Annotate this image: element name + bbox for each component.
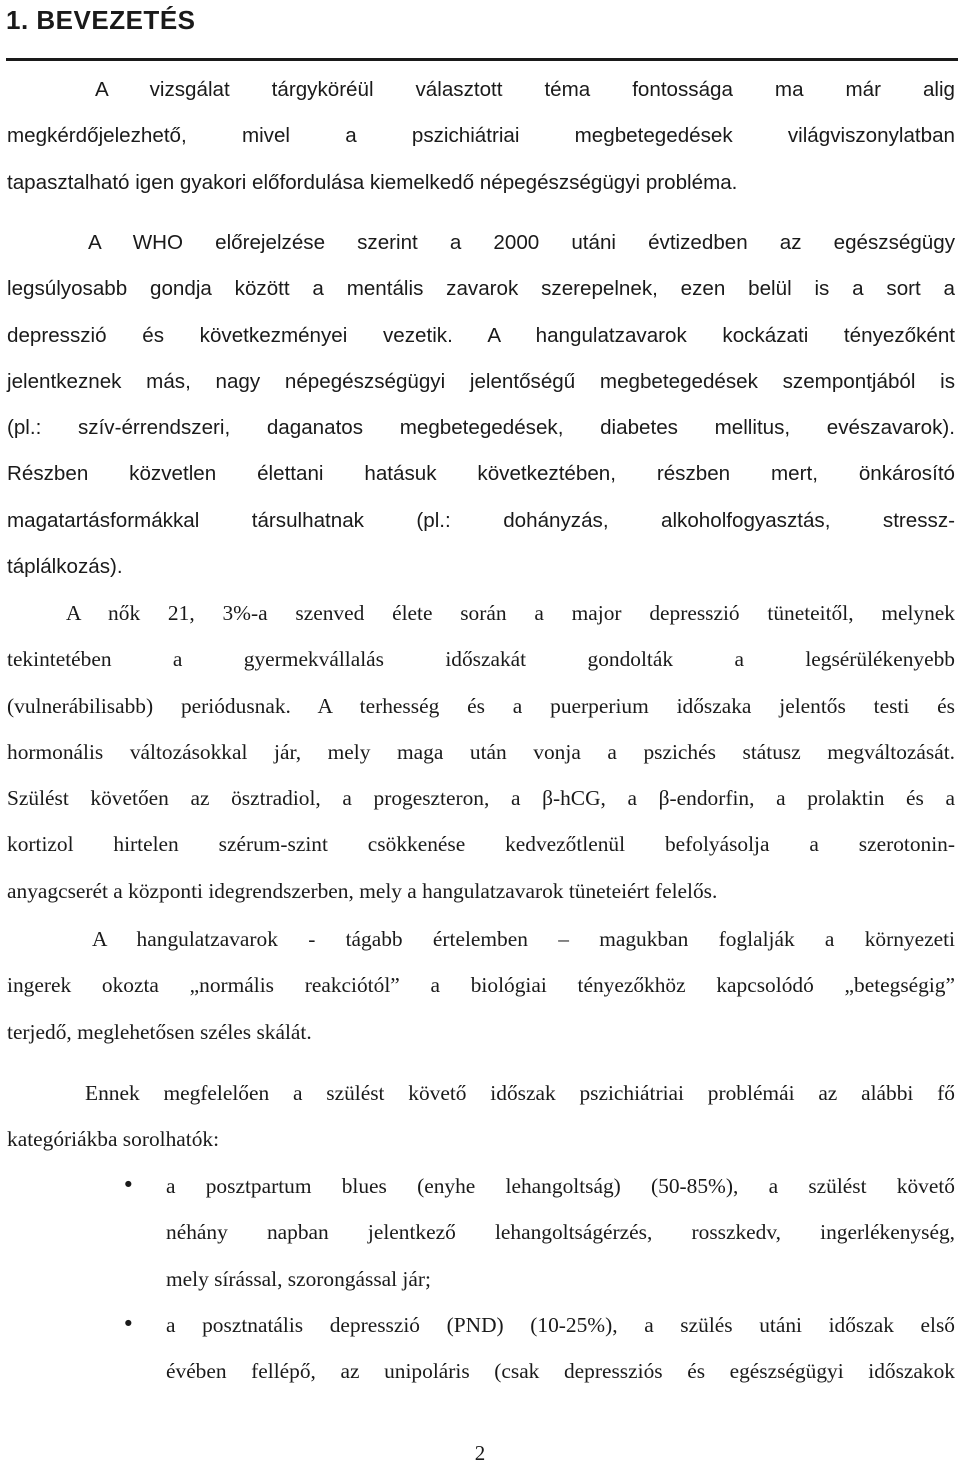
- text-line: ingerek okozta „normális reakciótól” a biológiai tényezőkhöz kapcsolódó „betegségig”: [7, 973, 955, 998]
- paragraph-4: [7, 916, 955, 1055]
- text-line: jelentkeznek más, nagy népegészségügyi jelentőségű megbetegedések szempontjából is: [7, 369, 955, 393]
- text-line: anyagcserét a központi idegrendszerben, mely a hangulatzavarok tüneteiért felelős.: [7, 878, 718, 903]
- bullet-icon: •: [122, 1311, 135, 1337]
- bullet-icon: •: [122, 1173, 135, 1198]
- text-line: A hangulatzavarok - tágabb értelemben – magukban foglalják a környezeti: [92, 927, 955, 951]
- text-line: A WHO előrejelzése szerint a 2000 utáni évtizedben az egészségügy: [88, 231, 955, 254]
- paragraph-1: [7, 67, 955, 206]
- text-line: depresszió és következményei vezetik. A hangulatzavarok kockázati tényezőként: [7, 323, 955, 347]
- text-line: Ennek megfelelően a szülést követő időszak pszichiátriai problémái az alábbi fő: [85, 1081, 955, 1105]
- paragraph-3: [7, 590, 955, 914]
- text-line: tekintetében a gyermekvállalás időszakát gondolták a legsérülékenyebb: [7, 647, 955, 672]
- text-line: a posztnatális depresszió (PND) (10-25%), a szülés utáni időszak első: [166, 1312, 955, 1337]
- text-line: tapasztalható igen gyakori előfordulása kiemelkedő népegészségügyi probléma.: [7, 170, 738, 194]
- text-line: a posztpartum blues (enyhe lehangoltság) (50-85%), a szülést követő: [166, 1174, 955, 1198]
- text-line: néhány napban jelentkező lehangoltságérzés, rosszkedv, ingerlékenység,: [166, 1220, 955, 1245]
- text-line: terjedő, meglehetősen széles skálát.: [7, 1019, 312, 1044]
- page-number: 2: [474, 1441, 486, 1465]
- text-line: megkérdőjelezhető, mivel a pszichiátriai megbetegedések világviszonylatban: [7, 124, 955, 148]
- list-item: [0, 1163, 960, 1302]
- list-item: [0, 1302, 960, 1395]
- text-line: (vulnerábilisabb) periódusnak. A terhesség és a puerperium időszaka jelentős testi és: [7, 693, 955, 718]
- text-line: legsúlyosabb gondja között a mentális zavarok szerepelnek, ezen belül is a sort a: [7, 277, 955, 301]
- text-line: A nők 21, 3%-a szenved élete során a major depresszió tüneteitől, melynek: [66, 601, 955, 625]
- text-line: (pl.: szív-érrendszeri, daganatos megbetegedések, diabetes mellitus, evészavarok).: [7, 416, 955, 440]
- text-line: mely sírással, szorongással jár;: [166, 1266, 431, 1291]
- text-line: Részben közvetlen élettani hatásuk következtében, részben mert, önkárosító: [7, 462, 955, 486]
- text-line: kortizol hirtelen szérum-szint csökkenése kedvezőtlenül befolyásolja a szerotonin-: [7, 832, 955, 857]
- heading-divider: [6, 58, 958, 61]
- category-list: [0, 1163, 960, 1394]
- text-line: A vizsgálat tárgyköréül választott téma fontossága ma már alig: [95, 78, 955, 101]
- text-line: évében fellépő, az unipoláris (csak depressziós és egészségügyi időszakok: [166, 1359, 955, 1384]
- section-heading: 1. BEVEZETÉS: [6, 5, 196, 35]
- text-line: kategóriákba sorolhatók:: [7, 1127, 220, 1152]
- paragraph-5: [7, 1070, 955, 1163]
- text-line: Szülést követően az ösztradiol, a progeszteron, a β-hCG, a β-endorfin, a prolaktin és a: [7, 786, 955, 811]
- text-line: magatartásformákkal társulhatnak (pl.: dohányzás, alkoholfogyasztás, stressz-: [7, 508, 955, 532]
- paragraph-2: [7, 220, 955, 590]
- text-line: táplálkozás).: [7, 555, 123, 579]
- text-line: hormonális változásokkal jár, mely maga után vonja a pszichés státusz megváltozását.: [7, 739, 955, 764]
